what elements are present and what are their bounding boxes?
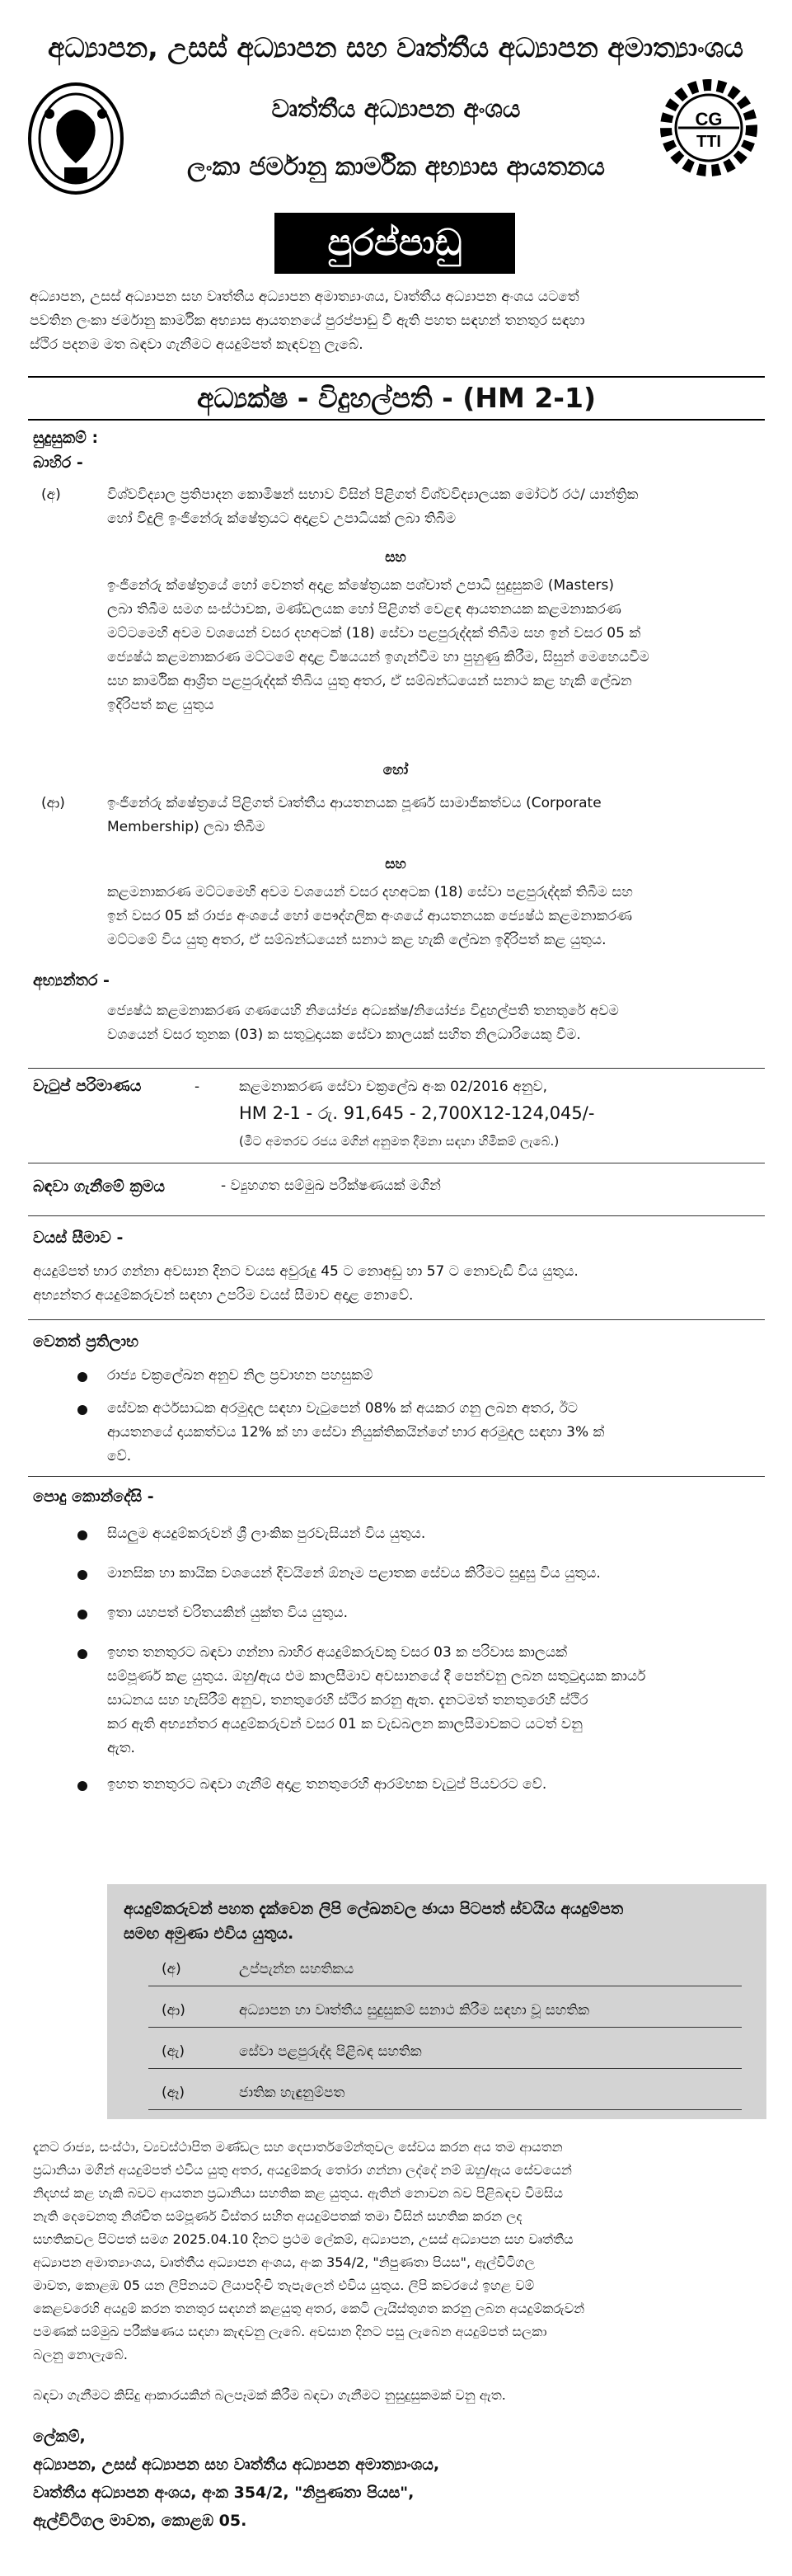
text-line: කෙළවරෙහි අයදුම් කරන තනතුර සඳහන් කළයුතු අතර, කෙටි ලැයිස්තුගත කරනු ලබන අයදුම්කරුවන් [33, 2301, 585, 2316]
bullet-icon [77, 1405, 87, 1415]
signature-line: ඇල්විටිගල මාවත, කොළඹ 05. [33, 2512, 247, 2530]
text-line: අධ්‍යාපන අමාත්‍යාංශය, වෘත්තීය අධ්‍යාපන අංශය, අංක 354/2, "නිපුණතා පියස", ඇල්විටිගල [33, 2254, 535, 2270]
divider [28, 1476, 765, 1477]
text-line: හෝ විදුලි ඉංජිනේරු ක්ෂේත්‍රයට අදාළව උපාධියක් ලබා තිබීම [107, 510, 457, 527]
text-line: ආයතනයේ දායකත්වය 12% ක් හා සේවා නියුක්තිකයින්ගේ භාර අරමුදල සඳහා 3% ක් [107, 1424, 605, 1441]
divider [148, 2109, 742, 2110]
bullet-icon [77, 1610, 87, 1619]
text-line: මානසික හා කායික වශයෙන් දිවයිනේ ඕනෑම පළාතක සේවය කිරීමට සුදුසු විය යුතුය. [107, 1565, 601, 1582]
svg-text:CG: CG [695, 109, 723, 129]
salary-line-2: HM 2-1 - රු. 91,645 - 2,700X12-124,045/- [239, 1103, 595, 1123]
ministry-title: අධ්‍යාපන, උසස් අධ්‍යාපන සහ වෘත්තීය අධ්‍යාපන අමාත්‍යාංශය [48, 31, 743, 63]
age-limit-label: වයස් සීමාව - [33, 1229, 124, 1247]
disclaimer: බඳවා ගැනීමට කිසිදු ආකාරයකින් බලපෑමක් කිරීම බඳවා ගැනීමට නුසුදුසුකමක් වනු ඇත. [33, 2387, 506, 2403]
item-a-text [107, 483, 766, 531]
benefit-item [107, 1397, 766, 1469]
divider [148, 2027, 742, 2028]
text-line: ඉතා යහපත් චරිතයකින් යුක්ත විය යුතුය. [107, 1605, 349, 1621]
text-line: ඉහත තනතුරට බඳවා ගැනීම් අදාළ තනතුරෙහි ආරම්භක වැටුප් පියවරට වේ. [107, 1776, 547, 1793]
document-item-text: ජාතික හැඳුනුම්පත [239, 2085, 345, 2101]
bullet-icon [77, 1372, 87, 1382]
bullet-icon [77, 1570, 87, 1580]
text-line: ඇත. [107, 1740, 135, 1756]
text-line: සියලුම අයදුම්කරුවන් ශ්‍රී ලාංකික පුරවැසියන් විය යුතුය. [107, 1525, 426, 1542]
document-item-label: (ඈ) [162, 2085, 185, 2101]
text-line: නිදහස් කළ හැකි බවට ආයතන ප්‍රධානියා සහතික කළ යුතුය. ඇතින් නොවන බව පිළිබඳව විමසිය [33, 2185, 563, 2201]
text-line: බලනු නොලැබේ. [33, 2347, 128, 2362]
bullet-icon [77, 1530, 87, 1540]
divider [148, 2068, 742, 2069]
general-conditions-label: පොදු කොන්දේසි - [33, 1488, 154, 1506]
recruitment-value: - ව්‍යුහගත සම්මුඛ පරීක්ෂණයක් මගින් [221, 1178, 441, 1194]
intro-paragraph [30, 285, 771, 357]
condition-item [107, 1562, 766, 1586]
divider [28, 1215, 765, 1216]
document-item-label: (ආ) [162, 2002, 185, 2019]
svg-text:TTI: TTI [696, 133, 721, 151]
salary-dash: - [194, 1079, 200, 1095]
benefits-label: වෙනත් ප්‍රතිලාභ [33, 1333, 139, 1351]
text-line: ජ්‍යෙෂ්ඨ කළමනාකරණ ගණයෙහි නියෝජ්‍ය අධ්‍යක්ෂ/නියෝජ්‍ය විදුහල්පති තනතුරේ අවම [107, 1003, 619, 1019]
text-line: දැනට රාජ්‍ය, සංස්ථා, ව්‍යවස්ථාපිත මණ්ඩල සහ දෙපාර්තමේන්තුවල සේවය කරන අය තම ආයතන [33, 2139, 563, 2155]
text-line: විශ්වවිද්‍යාල ප්‍රතිපාදන කොමිෂන් සභාව විසින් පිළිගත් විශ්වවිද්‍යාලයක මෝටර් රථ/ යාන්ත්‍රික [107, 487, 639, 503]
text-line: අයදුම්කරුවන් පහත දැක්වෙන ලිපි ලේඛනවල ඡායා පිටපත් ස්වයිය අයදුම්පත [124, 1900, 624, 1918]
text-line: සම්පූර්ණ කළ යුතුය. ඔහු/ඇය එම කාලසීමාව අවසානයේ දී පෙන්වනු ලබන සතුටුදායක කාර්ය [107, 1668, 646, 1685]
item-b-label: (ආ) [41, 795, 65, 811]
and-label: සහ [385, 549, 406, 566]
post-title: අධ්‍යක්ෂ - විදුහල්පති - (HM 2-1) [28, 376, 765, 421]
text-line: ජ්‍යෙෂ්ඨ කළමනාකරණ මට්ටමේ අදාළ විෂයයන් ඉගැන්වීම හා පුහුණු කිරීම, සිසුන් මෙහෙයවීම [107, 649, 649, 665]
application-paragraph [33, 2136, 771, 2367]
internal-label: අභ්‍යන්තර - [33, 971, 110, 990]
text-line: වේ. [107, 1448, 132, 1464]
signature-title: ලේකම්, [33, 2428, 86, 2446]
item-b-text [107, 792, 766, 839]
or-label: හෝ [382, 762, 409, 778]
age-limit-text [33, 1260, 766, 1308]
text-line: Membership) ලබා තිබීම [107, 819, 265, 835]
text-line: අයදුම්පත් භාර ගන්නා අවසාන දිනට වයස අවුරුදු 45 ට නොඅඩු හා 57 ට නොවැඩි විය යුතුය. [33, 1263, 579, 1280]
intro-line: ස්ථිර පදනම මත බඳවා ගැනීමට අයදුම්පත් කැඳවනු ලැබේ. [30, 336, 363, 353]
qualifications-heading: සුදුසුකම් : [33, 429, 99, 447]
text-line: නැති දෙවෙනතු නිශ්චිත සම්පූර්ණ විස්තර සහිත අයදුම්පතක් තමා විසින් සහතික කරන ලද [33, 2208, 523, 2224]
text-line: ඉංජිනේරු ක්ෂේත්‍රයේ හෝ වෙනත් අදාළ ක්ෂේත්‍රයක පශ්චාත් උපාධි සුදුසුකම් (Masters) [107, 577, 615, 594]
document-item-text: අධ්‍යාපන හා වෘත්තීය සුදුසුකම් සනාථ කිරීම සඳහා වූ සහතික [239, 2002, 590, 2019]
internal-text [107, 999, 766, 1047]
management-paragraph [107, 881, 766, 952]
text-line: සහ කාර්මික ආශ්‍රිත පළපුරුද්දක් තිබිය යුතු අතර, ඒ සම්බන්ධයෙන් සනාථ කළ හැකි ලේඛන [107, 673, 632, 689]
divider [28, 1319, 765, 1320]
recruitment-label: බඳවා ගැනීමේ ක්‍රමය [33, 1178, 166, 1196]
salary-label: වැටුප් පරිමාණය [33, 1077, 142, 1095]
signature-line: වෘත්තීය අධ්‍යාපන අංශය, අංක 354/2, "නිපුණතා පියස", [33, 2484, 415, 2502]
text-line: සේවක අර්ථසාධක අරමුදල සඳහා වැටුපෙන් 08% ක් අයකර ගනු ලබන අතර, ඊට [107, 1400, 579, 1417]
text-line: ඉන් වසර 05 ක් රාජ්‍ය අංශයේ හෝ පෞද්ගලික අංශයේ ආයතනයක ජ්‍යෙෂ්ඨ කළමනාකරණ [107, 908, 632, 924]
text-line: ඉංජිනේරු ක්ෂේත්‍රයේ පිළිගත් වෘත්තීය ආයතනයක පූර්ණ සාමාජිකත්වය (Corporate [107, 795, 602, 811]
division-title: වෘත්තීය අධ්‍යාපන අංශය [271, 95, 521, 124]
text-line: මාවත, කොළඹ 05 යන ලිපිනයට ලියාපදිංචි තැපැලෙන් එවිය යුතුය. ලිපි කවරයේ ඉහළ වම් [33, 2278, 535, 2293]
document-item-label: (අ) [162, 1961, 181, 1977]
text-line: සහතිකවල පිටපත් සමග 2025.04.10 දිනට ප්‍රථම ලේකම්, අධ්‍යාපන, උසස් අධ්‍යාපන සහ වෘත්තීය [33, 2231, 574, 2247]
external-label: බාහිර - [33, 454, 83, 472]
text-line: පමණක් සම්මුඛ පරීක්ෂණය සඳහා කැඳවනු ලැබේ. අවසාන දිනට පසු ලැබෙන අයදුම්පත් සලකා [33, 2324, 547, 2339]
text-line: සාධනය සහ හැසිරීම් අනුව, තනතුරෙහි ස්ථිර කරනු ඇත. දැනටමත් තනතුරෙහි ස්ථිර [107, 1692, 588, 1709]
salary-line-3: (මීට අමතරව රජය මගින් අනුමත දීමනා සඳහා හිමිකම් ලැබේ.) [239, 1134, 560, 1149]
condition-item [107, 1773, 766, 1797]
text-line: මට්ටමේ විය යුතු අතර, ඒ සම්බන්ධයෙන් සනාථ කළ හැකි ලේඛන ඉදිරිපත් කළ යුතුය. [107, 932, 607, 948]
bullet-icon [77, 1649, 87, 1659]
text-line: මට්ටමෙහි අවම වශයෙන් වසර දහඅටක් (18) සේවා පළපුරුද්දක් තිබීම සහ ඉන් වසර 05 ක් [107, 625, 641, 642]
text-line: වශයෙන් වසර තුනක (03) ක සතුටුදායක සේවා කාලයක් සහිත නිලධාරියෙකු වීම. [107, 1027, 581, 1043]
document-item-label: (ඇ) [162, 2043, 185, 2060]
intro-line: පවතින ලංකා ජර්මානු කාර්මික අභ්‍යාස ආයතනයේ පුරප්පාඩු වී ඇති පහත සඳහන් තනතුර සඳහා [30, 313, 585, 329]
text-line: රාජ්‍ය චක්‍රලේඛන අනුව නිල ප්‍රවාහන පහසුකම් [107, 1367, 373, 1384]
notice-label: පුරප්පාඩු [274, 213, 515, 274]
condition-item [107, 1601, 766, 1625]
and-label: සහ [385, 856, 406, 872]
text-line: සමඟ අමුණා එවිය යුතුය. [124, 1925, 294, 1943]
text-line: ප්‍රධානියා මගින් අයදුම්පත් එවිය යුතු අතර, අයදුම්කරු තෝරා ගන්නා ලද්දේ නම් ඔහු/ඇය සේවයෙන් [33, 2162, 572, 2178]
intro-line: අධ්‍යාපන, උසස් අධ්‍යාපන සහ වෘත්තීය අධ්‍යාපන අමාත්‍යාංශය, වෘත්තීය අධ්‍යාපන අංශය යටතේ [30, 289, 579, 305]
masters-paragraph [107, 574, 766, 717]
signature-line: අධ්‍යාපන, උසස් අධ්‍යාපන සහ වෘත්තීය අධ්‍යාපන අමාත්‍යාංශය, [33, 2456, 440, 2474]
bullet-icon [77, 1781, 87, 1791]
text-line: ඉහත තනතුරට බඳවා ගන්නා බාහිර අයදුම්කරුවකු වසර 03 ක පරිවාස කාලයක් [107, 1644, 568, 1661]
document-item-text: උප්පැන්න සහතිකය [239, 1961, 354, 1977]
text-line: කළමනාකරණ මට්ටමෙහි අවම වශයෙන් වසර දහඅටක (18) සේවා පළපුරුද්දක් තිබීම සහ [107, 884, 633, 900]
text-line: කර ඇති අභ්‍යන්තර අයදුම්කරුවන් වසර 01 ක වැඩබලන කාලසීමාවකට යටත් වනු [107, 1716, 583, 1732]
text-line: ඉදිරිපත් කළ යුතුය [107, 697, 214, 713]
cgtti-logo-icon [655, 74, 762, 181]
text-line: ලබා තිබීම සමග සංස්ථාවක, මණ්ඩලයක හෝ පිළිගත් වෙළඳ ආයතනයක කළමනාකරණ [107, 601, 621, 618]
benefit-item [107, 1364, 766, 1388]
salary-line-1: කළමනාකරණ සේවා චක්‍රලේඛ අංක 02/2016 අනුව, [239, 1079, 548, 1095]
item-a-label: (අ) [41, 487, 61, 503]
divider [28, 1068, 765, 1069]
condition-item [107, 1641, 766, 1760]
header [0, 0, 792, 272]
documents-heading [124, 1897, 758, 1946]
institute-title: ලංකා ජර්මානු කාර්මික අභ්‍යාස ආයතනය [187, 153, 605, 181]
condition-item [107, 1522, 766, 1546]
document-item-text: සේවා පළපුරුද්ද පිළිබඳ සහතික [239, 2043, 422, 2060]
text-line: අභ්‍යන්තර අයදුම්කරුවන් සඳහා උපරිම වයස් සීමාව අදාළ නොවේ. [33, 1287, 414, 1304]
